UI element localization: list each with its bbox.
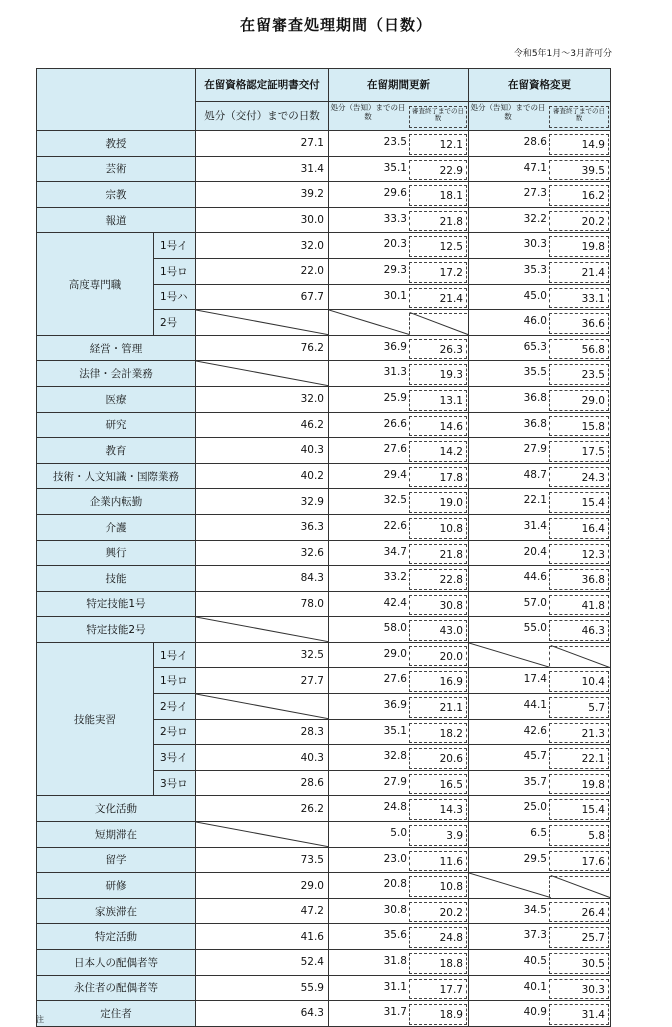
review-days: 21.8 bbox=[409, 211, 467, 232]
cert-days: 78.0 bbox=[196, 591, 329, 617]
not-applicable-cell bbox=[196, 361, 328, 386]
decision-days: 48.7 bbox=[523, 468, 547, 481]
row-label: 留学 bbox=[37, 847, 196, 873]
cert-days: 36.3 bbox=[196, 514, 329, 540]
review-days: 23.5 bbox=[549, 364, 609, 385]
decision-days: 29.4 bbox=[383, 468, 407, 481]
decision-days: 25.0 bbox=[523, 801, 547, 814]
row-label: 1号ハ bbox=[154, 284, 196, 310]
decision-days: 45.7 bbox=[523, 750, 547, 763]
row-label: 研究 bbox=[37, 412, 196, 438]
review-days: 30.5 bbox=[549, 953, 609, 974]
row-label: 1号イ bbox=[154, 642, 196, 668]
decision-days: 33.3 bbox=[383, 212, 407, 225]
row-label: 1号ロ bbox=[154, 258, 196, 284]
table-row bbox=[37, 898, 611, 924]
row-label: 技術・人文知識・国際業務 bbox=[37, 463, 196, 489]
decision-days: 23.5 bbox=[383, 136, 407, 148]
col3-subheader bbox=[469, 102, 611, 131]
table-row bbox=[37, 822, 611, 848]
cert-days: 30.0 bbox=[196, 207, 329, 233]
cert-days: 41.6 bbox=[196, 924, 329, 950]
decision-days: 44.1 bbox=[523, 699, 547, 712]
row-label: 2号 bbox=[154, 310, 196, 336]
cert-days: 39.2 bbox=[196, 182, 329, 208]
table-row bbox=[37, 233, 611, 259]
decision-days: 31.8 bbox=[383, 955, 407, 967]
row-label: 教育 bbox=[37, 438, 196, 464]
table-row bbox=[37, 386, 611, 412]
decision-days: 31.3 bbox=[383, 366, 407, 379]
row-label: 教授 bbox=[37, 131, 196, 157]
review-days: 14.3 bbox=[409, 799, 467, 820]
cert-days: 76.2 bbox=[196, 335, 329, 361]
cert-days: 40.2 bbox=[196, 463, 329, 489]
decision-days: 27.3 bbox=[523, 187, 547, 200]
cert-days: 47.2 bbox=[196, 898, 329, 924]
row-label: 報道 bbox=[37, 207, 196, 233]
row-label: 3号イ bbox=[154, 745, 196, 771]
review-days: 36.6 bbox=[549, 313, 609, 334]
decision-days: 17.4 bbox=[523, 673, 547, 686]
decision-days: 36.8 bbox=[523, 417, 547, 430]
review-days: 13.1 bbox=[409, 390, 467, 411]
decision-days: 25.9 bbox=[383, 391, 407, 404]
decision-days: 35.5 bbox=[523, 366, 547, 379]
row-label: 企業内転勤 bbox=[37, 489, 196, 515]
cert-days: 55.9 bbox=[196, 975, 329, 1001]
not-applicable-cell bbox=[329, 310, 468, 335]
row-label: 日本人の配偶者等 bbox=[37, 950, 196, 976]
row-label: 文化活動 bbox=[37, 796, 196, 822]
table-row bbox=[37, 335, 611, 361]
row-label: 法律・会計業務 bbox=[37, 361, 196, 387]
row-label: 2号ロ bbox=[154, 719, 196, 745]
decision-days: 32.2 bbox=[523, 212, 547, 225]
row-label: 2号イ bbox=[154, 694, 196, 720]
table-row bbox=[37, 796, 611, 822]
review-days: 25.7 bbox=[549, 927, 609, 948]
decision-days: 32.8 bbox=[383, 750, 407, 763]
review-days: 20.2 bbox=[549, 211, 609, 232]
review-days: 11.6 bbox=[409, 851, 467, 872]
review-days: 29.0 bbox=[549, 390, 609, 411]
row-label: 家族滞在 bbox=[37, 898, 196, 924]
table-row bbox=[37, 847, 611, 873]
decision-days: 31.7 bbox=[383, 1006, 407, 1019]
table-row bbox=[37, 514, 611, 540]
review-days: 30.8 bbox=[409, 595, 467, 616]
row-label: 定住者 bbox=[37, 1001, 196, 1027]
cert-days: 27.1 bbox=[196, 131, 329, 157]
decision-days: 45.0 bbox=[523, 289, 547, 302]
cert-days: 28.3 bbox=[196, 719, 329, 745]
decision-days: 29.5 bbox=[523, 852, 547, 865]
review-days: 26.4 bbox=[549, 902, 609, 923]
decision-days: 40.9 bbox=[523, 1006, 547, 1019]
review-days: 14.2 bbox=[409, 441, 467, 462]
col3-sub-label: 処分（告知）までの日数 bbox=[470, 103, 546, 121]
review-days: 16.5 bbox=[409, 774, 467, 795]
row-label: 医療 bbox=[37, 386, 196, 412]
review-days: 20.2 bbox=[409, 902, 467, 923]
col1-header: 在留資格認定証明書交付 bbox=[196, 69, 329, 102]
cert-days: 27.7 bbox=[196, 668, 329, 694]
review-days: 16.4 bbox=[549, 518, 609, 539]
cert-days: 52.4 bbox=[196, 950, 329, 976]
decision-days: 23.0 bbox=[383, 852, 407, 865]
decision-days: 22.6 bbox=[383, 519, 407, 532]
decision-days: 35.3 bbox=[523, 263, 547, 276]
decision-days: 37.3 bbox=[523, 929, 547, 942]
review-days: 17.8 bbox=[409, 467, 467, 488]
review-days: 17.7 bbox=[409, 979, 467, 1000]
review-days: 56.8 bbox=[549, 339, 609, 360]
cert-days: 67.7 bbox=[196, 284, 329, 310]
group-label: 技能実習 bbox=[37, 642, 154, 796]
decision-days: 29.0 bbox=[383, 647, 407, 660]
review-days: 20.6 bbox=[409, 748, 467, 769]
review-days: 5.8 bbox=[549, 825, 609, 846]
row-label: 特定活動 bbox=[37, 924, 196, 950]
cert-days: 26.2 bbox=[196, 796, 329, 822]
review-days: 30.3 bbox=[549, 979, 609, 1000]
cert-days: 28.6 bbox=[196, 770, 329, 796]
cert-days: 32.0 bbox=[196, 386, 329, 412]
review-days: 22.9 bbox=[409, 160, 467, 181]
period-label: 令和5年1月～3月許可分 bbox=[513, 49, 612, 59]
decision-days: 36.8 bbox=[523, 391, 547, 404]
review-days: 46.3 bbox=[549, 620, 609, 641]
decision-days: 24.8 bbox=[383, 801, 407, 814]
row-label: 特定技能2号 bbox=[37, 617, 196, 643]
decision-days: 40.1 bbox=[523, 980, 547, 993]
table-row bbox=[37, 873, 611, 899]
table-row bbox=[37, 156, 611, 182]
table-row bbox=[37, 924, 611, 950]
decision-days: 30.8 bbox=[383, 903, 407, 916]
row-label: 芸術 bbox=[37, 156, 196, 182]
row-label: 興行 bbox=[37, 540, 196, 566]
col1-subheader bbox=[196, 102, 329, 131]
review-days: 14.9 bbox=[549, 134, 609, 155]
review-days: 22.1 bbox=[549, 748, 609, 769]
review-days: 24.8 bbox=[409, 927, 467, 948]
decision-days: 35.1 bbox=[383, 724, 407, 737]
decision-days: 40.5 bbox=[523, 955, 547, 967]
footnote: 注 bbox=[36, 1015, 44, 1024]
decision-days: 27.6 bbox=[383, 443, 407, 456]
not-applicable-cell bbox=[469, 873, 610, 898]
review-days: 33.1 bbox=[549, 288, 609, 309]
decision-days: 20.4 bbox=[523, 545, 547, 558]
not-applicable-cell bbox=[196, 310, 328, 335]
decision-days: 27.6 bbox=[383, 673, 407, 686]
review-days: 17.2 bbox=[409, 262, 467, 283]
decision-days: 31.1 bbox=[383, 980, 407, 993]
not-applicable-cell bbox=[196, 822, 328, 847]
decision-days: 20.3 bbox=[383, 238, 407, 251]
not-applicable-cell bbox=[196, 694, 328, 719]
table-row bbox=[37, 412, 611, 438]
review-days: 15.8 bbox=[549, 416, 609, 437]
table-row bbox=[37, 463, 611, 489]
review-days: 18.8 bbox=[409, 953, 467, 974]
decision-days: 30.1 bbox=[383, 289, 407, 302]
decision-days: 31.4 bbox=[523, 519, 547, 532]
decision-days: 28.6 bbox=[523, 136, 547, 148]
decision-days: 6.5 bbox=[530, 827, 547, 840]
decision-days: 47.1 bbox=[523, 161, 547, 174]
review-days: 14.6 bbox=[409, 416, 467, 437]
decision-days: 46.0 bbox=[523, 315, 547, 328]
decision-days: 42.4 bbox=[383, 596, 407, 609]
review-days: 36.8 bbox=[549, 569, 609, 590]
cert-days: 73.5 bbox=[196, 847, 329, 873]
review-days: 18.1 bbox=[409, 185, 467, 206]
cert-days: 84.3 bbox=[196, 566, 329, 592]
decision-days: 30.3 bbox=[523, 238, 547, 251]
review-days: 12.3 bbox=[549, 544, 609, 565]
review-days: 43.0 bbox=[409, 620, 467, 641]
row-label: 特定技能1号 bbox=[37, 591, 196, 617]
cert-days: 40.3 bbox=[196, 745, 329, 771]
review-days: 15.4 bbox=[549, 492, 609, 513]
decision-days: 22.1 bbox=[523, 494, 547, 507]
decision-days: 27.9 bbox=[383, 775, 407, 788]
decision-days: 58.0 bbox=[383, 622, 407, 635]
review-days: 21.3 bbox=[549, 723, 609, 744]
review-days: 10.8 bbox=[409, 518, 467, 539]
decision-days: 35.6 bbox=[383, 929, 407, 942]
review-days: 10.4 bbox=[549, 671, 609, 692]
decision-days: 27.9 bbox=[523, 443, 547, 456]
decision-days: 29.6 bbox=[383, 187, 407, 200]
review-days: 24.3 bbox=[549, 467, 609, 488]
table-row bbox=[37, 540, 611, 566]
decision-days: 65.3 bbox=[523, 340, 547, 353]
row-label: 介護 bbox=[37, 514, 196, 540]
review-days: 41.8 bbox=[549, 595, 609, 616]
page-title: 在留審査処理期間（日数） bbox=[239, 16, 432, 34]
review-days: 31.4 bbox=[549, 1004, 609, 1025]
col3-box-label: 審査終了までの日数 bbox=[549, 106, 609, 128]
cert-days: 64.3 bbox=[196, 1001, 329, 1027]
row-label: 短期滞在 bbox=[37, 822, 196, 848]
decision-days: 36.9 bbox=[383, 699, 407, 712]
review-days: 10.8 bbox=[409, 876, 467, 897]
review-days: 12.1 bbox=[409, 134, 467, 155]
row-label: 3号ロ bbox=[154, 770, 196, 796]
row-label: 技能 bbox=[37, 566, 196, 592]
decision-days: 29.3 bbox=[383, 263, 407, 276]
review-days: 18.9 bbox=[409, 1004, 467, 1025]
table-row bbox=[37, 642, 611, 668]
decision-days: 35.7 bbox=[523, 775, 547, 788]
review-days: 15.4 bbox=[549, 799, 609, 820]
table-row bbox=[37, 182, 611, 208]
review-days: 16.9 bbox=[409, 671, 467, 692]
decision-days: 34.5 bbox=[523, 903, 547, 916]
cert-days: 46.2 bbox=[196, 412, 329, 438]
not-applicable-cell bbox=[469, 643, 610, 668]
review-days: 21.4 bbox=[409, 288, 467, 309]
row-label: 経営・管理 bbox=[37, 335, 196, 361]
cert-days: 32.6 bbox=[196, 540, 329, 566]
decision-days: 57.0 bbox=[523, 596, 547, 609]
decision-days: 35.1 bbox=[383, 161, 407, 174]
review-days: 19.8 bbox=[549, 236, 609, 257]
decision-days: 36.9 bbox=[383, 340, 407, 353]
cert-days: 22.0 bbox=[196, 258, 329, 284]
header-corner bbox=[37, 69, 196, 131]
cert-days: 40.3 bbox=[196, 438, 329, 464]
review-days: 18.2 bbox=[409, 723, 467, 744]
col2-box-label: 審査終了までの日数 bbox=[409, 106, 467, 128]
decision-days: 55.0 bbox=[523, 622, 547, 635]
decision-days: 42.6 bbox=[523, 724, 547, 737]
review-days: 5.7 bbox=[549, 697, 609, 718]
table-row bbox=[37, 975, 611, 1001]
cert-days: 31.4 bbox=[196, 156, 329, 182]
cert-days: 29.0 bbox=[196, 873, 329, 899]
review-days: 19.3 bbox=[409, 364, 467, 385]
table-row bbox=[37, 591, 611, 617]
table-row bbox=[37, 566, 611, 592]
col2-header: 在留期間更新 bbox=[329, 69, 469, 102]
review-days: 19.8 bbox=[549, 774, 609, 795]
review-days: 26.3 bbox=[409, 339, 467, 360]
col1-sub-label: 処分（交付）までの日数 bbox=[204, 109, 320, 122]
group-label: 高度専門職 bbox=[37, 233, 154, 335]
review-days: 39.5 bbox=[549, 160, 609, 181]
decision-days: 5.0 bbox=[390, 827, 407, 840]
review-days: 17.6 bbox=[549, 851, 609, 872]
table-row bbox=[37, 361, 611, 387]
decision-days: 20.8 bbox=[383, 878, 407, 891]
decision-days: 33.2 bbox=[383, 571, 407, 584]
review-days: 16.2 bbox=[549, 185, 609, 206]
table-row bbox=[37, 207, 611, 233]
cert-days: 32.5 bbox=[196, 642, 329, 668]
table-row bbox=[37, 617, 611, 643]
row-label: 研修 bbox=[37, 873, 196, 899]
review-days: 21.1 bbox=[409, 697, 467, 718]
review-days: 21.4 bbox=[549, 262, 609, 283]
table-row bbox=[37, 438, 611, 464]
not-applicable-cell bbox=[196, 617, 328, 642]
review-days: 3.9 bbox=[409, 825, 467, 846]
review-days: 20.0 bbox=[409, 646, 467, 667]
processing-period-table bbox=[36, 68, 611, 1027]
review-days: 12.5 bbox=[409, 236, 467, 257]
review-days: 22.8 bbox=[409, 569, 467, 590]
col2-subheader bbox=[329, 102, 469, 131]
row-label: 1号ロ bbox=[154, 668, 196, 694]
decision-days: 32.5 bbox=[383, 494, 407, 507]
cert-days: 32.9 bbox=[196, 489, 329, 515]
cert-days: 32.0 bbox=[196, 233, 329, 259]
table-row bbox=[37, 950, 611, 976]
table-row bbox=[37, 1001, 611, 1027]
row-label: 永住者の配偶者等 bbox=[37, 975, 196, 1001]
table-row bbox=[37, 489, 611, 515]
row-label: 1号イ bbox=[154, 233, 196, 259]
decision-days: 44.6 bbox=[523, 571, 547, 584]
review-days: 17.5 bbox=[549, 441, 609, 462]
decision-days: 34.7 bbox=[383, 545, 407, 558]
decision-days: 26.6 bbox=[383, 417, 407, 430]
table-row bbox=[37, 131, 611, 157]
col2-sub-label: 処分（告知）までの日数 bbox=[330, 103, 406, 121]
row-label: 宗教 bbox=[37, 182, 196, 208]
review-days: 21.8 bbox=[409, 544, 467, 565]
review-days: 19.0 bbox=[409, 492, 467, 513]
col3-header: 在留資格変更 bbox=[469, 69, 611, 102]
